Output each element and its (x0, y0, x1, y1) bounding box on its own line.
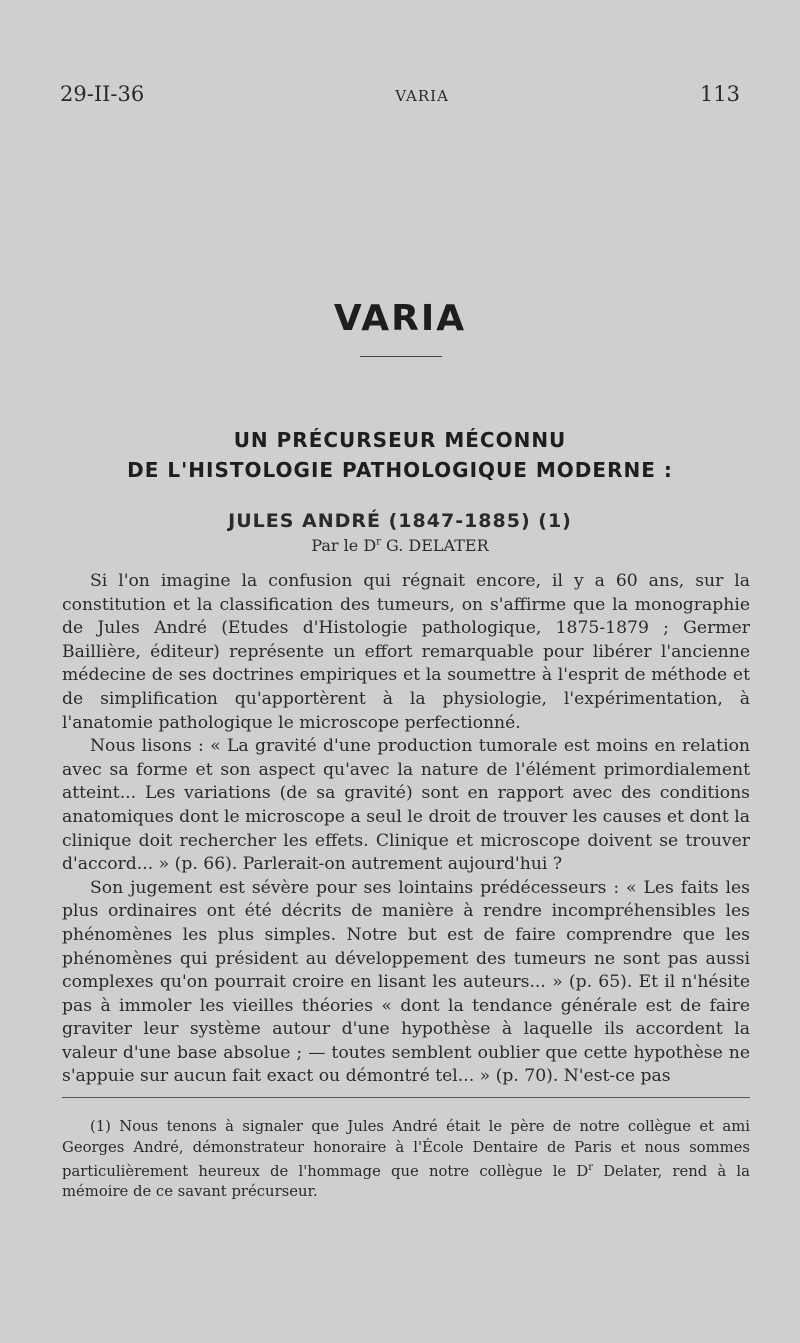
page-number: 113 (699, 82, 740, 106)
running-header (60, 82, 740, 106)
article-title-line-1: UN PRÉCURSEUR MÉCONNU (233, 428, 567, 452)
header-date: 29-II-36 (60, 82, 145, 106)
footnote-divider (62, 1097, 750, 1098)
footnote-superscript: r (588, 1162, 594, 1173)
byline-prefix: Par le D (311, 536, 377, 555)
footnote-text-end: Delater, rend à la mémoire de ce savant précurseur. (62, 1162, 750, 1201)
paragraph-3: Son jugement est sévère pour ses lointains prédécesseurs : « Les faits les plus ordinaires ont été décrits de manière à rendre incompréhensibles les phénomènes les plus simples. Notre but est de faire comprendre que les phénomènes qui président au développement des tumeurs ne sont pas aussi complexes qu'on pourrait croire en lisant les auteurs... » (p. 65). Et il n'hésite pas à immoler les vieilles théories « dont la tendance générale est de faire graviter leur système autour d'une hypothèse à laquelle ils accordent la valeur d'une base absolue ; — toutes semblent oublier que cette hypothèse ne s'appuie sur aucun fait exact ou démontré tel... » (p. 70). N'est-ce pas (62, 877, 750, 1087)
article-title (0, 425, 800, 485)
byline-superscript: r (376, 536, 381, 548)
header-section: VARIA (395, 87, 449, 105)
section-title: VARIA (333, 298, 467, 339)
footnote (62, 1117, 750, 1203)
title-divider (360, 356, 442, 357)
footnote-text: (1) Nous tenons à signaler que Jules André était le père de notre collègue et ami Georges André, démonstrateur honoraire à l'École Dentaire de Paris et nous sommes particulièrement heureux de l'hommage que notre collègue le D (62, 1118, 750, 1180)
article-title-line-2: DE L'HISTOLOGIE PATHOLOGIQUE MODERNE : (127, 458, 673, 482)
paragraph-2: Nous lisons : « La gravité d'une production tumorale est moins en relation avec sa forme et son aspect qu'avec la nature de l'élément primordialement atteint... Les variations (de sa gravité) sont en rapport avec des conditions anatomiques dont le microscope a seul le droit de trouver les causes et dont la clinique doit rechercher les effets. Clinique et microscope doivent se trouver d'accord... » (p. 66). Parlerait-on autrement aujourd'hui ? (62, 736, 750, 875)
paragraph-1: Si l'on imagine la confusion qui régnait encore, il y a 60 ans, sur la constitution et la classification des tumeurs, on s'affirme que la monographie de Jules André (Etudes d'Histologie pathologique, 1875-1879 ; Germer Baillière, éditeur) représente un effort remarquable pour libérer l'ancienne médecine de ses doctrines empiriques et la soumettre à l'esprit de méthode et de simplification qu'apportèrent à la physiologie, l'expérimentation, à l'anatomie pathologique le microscope perfectionné. (62, 571, 750, 733)
byline-author: G. DELATER (380, 536, 489, 555)
article-subject: JULES ANDRÉ (1847-1885) (1) (228, 510, 572, 532)
article-byline (0, 536, 800, 555)
article-body (62, 570, 750, 1089)
